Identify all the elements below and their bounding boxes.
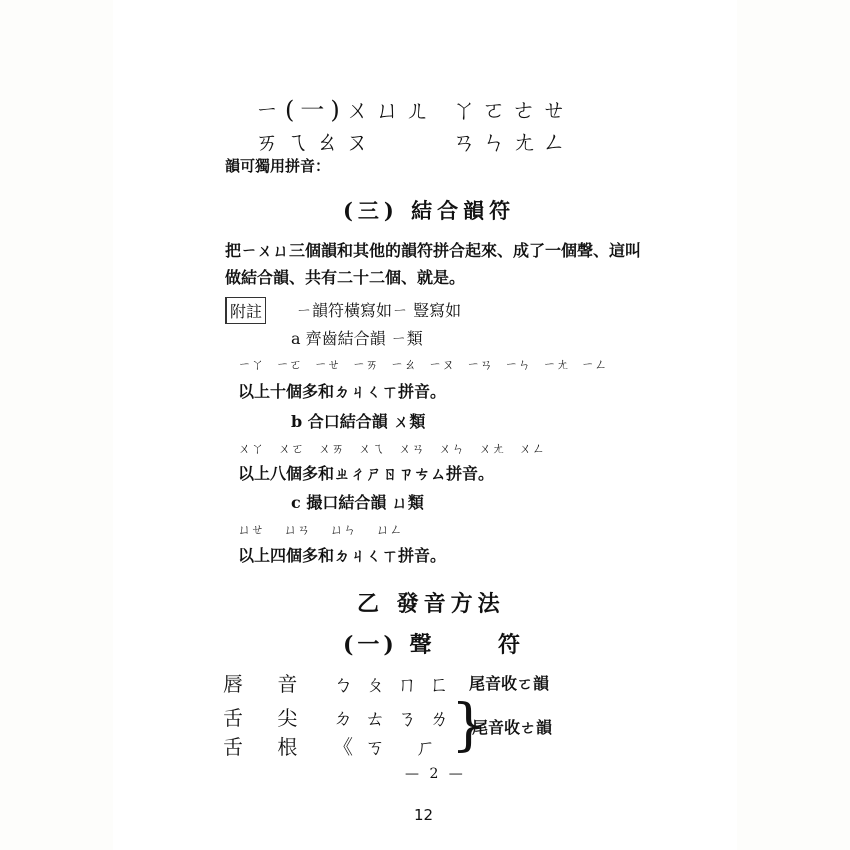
velar-label: 舌 根 [223,735,312,759]
intro-line-2: 做結合韻、共有二十二個、就是。 [225,268,466,287]
part-b-title: 乙 發音方法 [357,591,505,617]
vowels-row1-left: ㄧ(一)ㄨㄩㄦ [255,96,436,124]
group-a-title: a 齊齒結合韻 ㄧ類 [291,329,423,348]
group-c-title: c 撮口結合韻 ㄩ類 [291,493,424,512]
labial-symbols: ㄅㄆㄇㄈ [333,672,461,696]
vowels-row2-left: ㄞㄟㄠㄡ [255,128,375,156]
intro-line-1: 把ㄧㄨㄩ三個韻和其他的韻符拼合起來、成了一個聲、這叫 [225,241,642,260]
group-b-title: b 合口結合韻 ㄨ類 [291,412,426,431]
section1-title-2: 符 [498,632,521,658]
section3-title: (三) 結合韻符 [343,198,516,223]
group-c-note: 以上四個多和ㄉㄐㄑㄒ拼音。 [238,546,447,565]
group-c-items: ㄩㄝ ㄩㄢ ㄩㄣ ㄩㄥ [238,523,403,538]
solo-line: 韻可獨用拼音： [225,157,331,175]
tongue-note: 尾音收ㄜ韻 [472,718,553,737]
vowels-row2-right: ㄢㄣㄤㄥ [452,128,572,156]
group-a-items: ㄧㄚ ㄧㄛ ㄧㄝ ㄧㄞ ㄧㄠ ㄧㄡ ㄧㄢ ㄧㄣ ㄧㄤ ㄧㄥ [238,358,608,373]
vowels-row1-right: ㄚㄛㄜㄝ [452,96,572,124]
group-b-items: ㄨㄚ ㄨㄛ ㄨㄞ ㄨㄟ ㄨㄢ ㄨㄣ ㄨㄤ ㄨㄥ [238,442,545,457]
scan-page-number: 12 [414,806,434,824]
labial-label: 唇 音 [223,672,312,696]
alveolar-symbols: ㄉㄊㄋㄌ [333,706,461,730]
velar-symbols: 《ㄎ ㄏ [333,735,448,759]
printed-page-number: — 2 — [405,766,466,782]
labial-note: 尾音收ㄛ韻 [469,674,550,693]
section1-title: (一) 聲 [343,632,436,658]
brace-bracket: } [451,693,487,758]
note-text: ㄧ韻符橫寫如ㄧ 豎寫如 [296,301,462,320]
group-a-note: 以上十個多和ㄉㄐㄑㄒ拼音。 [238,382,447,401]
note-label: 附註 [225,297,266,324]
alveolar-label: 舌 尖 [223,706,312,730]
group-b-note: 以上八個多和ㄓㄔㄕㄖㄗㄘㄙ拼音。 [238,464,495,483]
